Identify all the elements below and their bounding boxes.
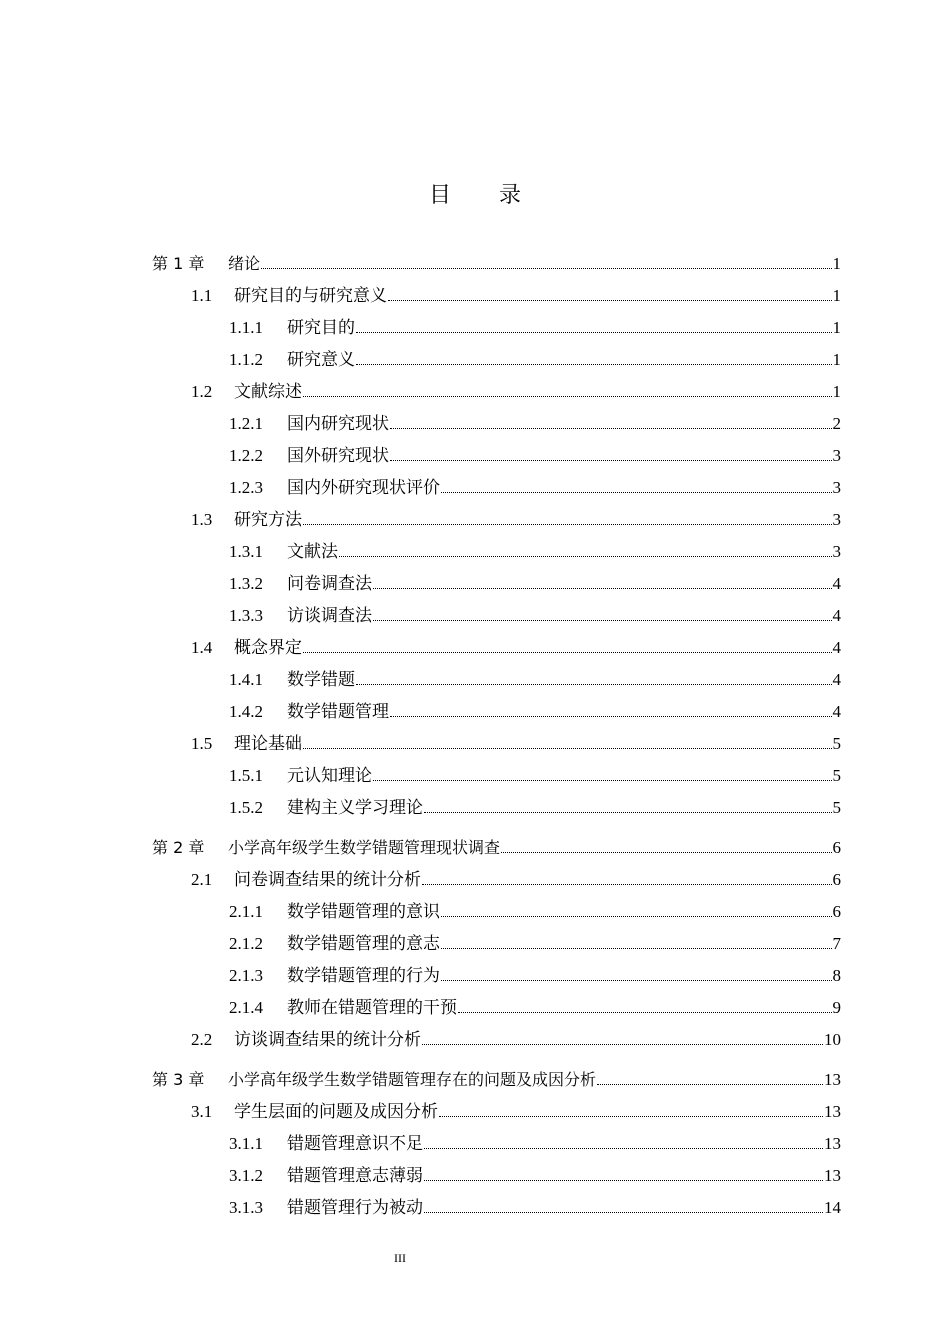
- toc-entry-number: 1.3.2: [229, 574, 263, 593]
- toc-entry-title: 错题管理行为被动: [287, 1198, 423, 1217]
- dot-leader: [303, 395, 832, 397]
- toc-entry[interactable]: [229, 532, 841, 562]
- toc-entry[interactable]: [229, 924, 841, 954]
- dot-leader: [390, 427, 832, 429]
- toc-entry-title: 数学错题管理的行为: [287, 966, 440, 985]
- toc-entry-page: 1: [832, 254, 841, 273]
- toc-entry-number: 2.1: [191, 870, 213, 889]
- toc-entry-page: 13: [824, 1102, 841, 1121]
- toc-entry[interactable]: [229, 788, 841, 818]
- dot-leader: [424, 811, 832, 813]
- toc-entry-number: 2.2: [191, 1030, 213, 1049]
- toc-entry-title: 问卷调查结果的统计分析: [234, 870, 421, 889]
- toc-entry-page: 4: [832, 606, 841, 625]
- toc-entry-page: 6: [832, 870, 841, 889]
- toc-entry[interactable]: [229, 660, 841, 690]
- dot-leader: [441, 947, 832, 949]
- toc-entry[interactable]: [229, 988, 841, 1018]
- toc-entry-number: 1.4.2: [229, 702, 263, 721]
- toc-heading: [0, 178, 950, 209]
- toc-entry-page: 7: [832, 934, 841, 953]
- toc-entry[interactable]: [191, 628, 841, 658]
- toc-entry-number: 1.5.1: [229, 766, 263, 785]
- toc-entry[interactable]: [191, 372, 841, 402]
- toc-entry-number: 1.3: [191, 510, 213, 529]
- toc-entry-page: 1: [832, 286, 841, 305]
- dot-leader: [356, 683, 832, 685]
- dot-leader: [501, 851, 831, 853]
- toc-entry-number: 1.4: [191, 638, 213, 657]
- toc-entry-number: 1.4.1: [229, 670, 263, 689]
- toc-entry-page: 4: [832, 702, 841, 721]
- toc-entry-number: 1.2.2: [229, 446, 263, 465]
- toc-entry-title: 数学错题: [287, 670, 355, 689]
- toc-entry-page: 6: [832, 838, 841, 857]
- toc-entry-title: 问卷调查法: [287, 574, 372, 593]
- toc-entry-page: 2: [832, 414, 841, 433]
- toc-entry-page: 5: [832, 734, 841, 753]
- dot-leader: [441, 915, 832, 917]
- dot-leader: [422, 1043, 823, 1045]
- toc-entry-page: 10: [824, 1030, 841, 1049]
- toc-entry-number: 2.1.1: [229, 902, 263, 921]
- toc-entry[interactable]: [229, 436, 841, 466]
- toc-entry[interactable]: [191, 860, 841, 890]
- toc-entry-title: 元认知理论: [287, 766, 372, 785]
- dot-leader: [424, 1147, 823, 1149]
- toc-entry-page: 13: [824, 1166, 841, 1185]
- toc-entry-number: 1.1.2: [229, 350, 263, 369]
- toc-entry-title: 小学高年级学生数学错题管理现状调查: [228, 838, 501, 857]
- toc-entry-title: 理论基础: [234, 734, 302, 753]
- toc-entry-title: 小学高年级学生数学错题管理存在的问题及成因分析: [228, 1070, 597, 1089]
- toc-entry-number: 1.5: [191, 734, 213, 753]
- dot-leader: [303, 523, 832, 525]
- dot-leader: [303, 651, 832, 653]
- toc-entry-number: 3.1.3: [229, 1198, 263, 1217]
- toc-entry-title: 数学错题管理的意志: [287, 934, 440, 953]
- dot-leader: [458, 1011, 832, 1013]
- toc-entry[interactable]: [152, 244, 841, 274]
- toc-entry-page: 13: [824, 1134, 841, 1153]
- toc-entry-number: 3.1.2: [229, 1166, 263, 1185]
- toc-entry-page: 6: [832, 902, 841, 921]
- toc-entry-page: 14: [824, 1198, 841, 1217]
- toc-entry-title: 数学错题管理的意识: [287, 902, 440, 921]
- toc-entry[interactable]: [229, 596, 841, 626]
- dot-leader: [373, 619, 832, 621]
- toc-entry-number: 1.3.1: [229, 542, 263, 561]
- toc-entry-page: 1: [832, 350, 841, 369]
- toc-entry[interactable]: [191, 1092, 841, 1122]
- toc-entry-title: 国外研究现状: [287, 446, 389, 465]
- dot-leader: [356, 363, 832, 365]
- toc-entry-title: 研究目的与研究意义: [234, 286, 387, 305]
- dot-leader: [390, 715, 832, 717]
- toc-entry-number: 2.1.2: [229, 934, 263, 953]
- toc-entry-title: 概念界定: [234, 638, 302, 657]
- toc-entry[interactable]: [229, 468, 841, 498]
- toc-entry-title: 访谈调查法: [287, 606, 372, 625]
- toc-entry-page: 3: [832, 542, 841, 561]
- dot-leader: [424, 1211, 823, 1213]
- toc-entry-page: 1: [832, 382, 841, 401]
- dot-leader: [388, 299, 832, 301]
- toc-entry[interactable]: [152, 828, 841, 858]
- toc-entry-number: 1.2.1: [229, 414, 263, 433]
- dot-leader: [439, 1115, 823, 1117]
- toc-entry-page: 4: [832, 670, 841, 689]
- toc-entry-title: 教师在错题管理的干预: [287, 998, 457, 1017]
- toc-entry-title: 绪论: [228, 254, 261, 273]
- toc-entry[interactable]: [229, 404, 841, 434]
- toc-entry-page: 4: [832, 574, 841, 593]
- toc-entry-title: 学生层面的问题及成因分析: [234, 1102, 438, 1121]
- toc-entry-number: 3.1: [191, 1102, 213, 1121]
- toc-entry-title: 建构主义学习理论: [287, 798, 423, 817]
- toc-entry[interactable]: [229, 1188, 841, 1218]
- toc-entry-page: 13: [824, 1070, 841, 1089]
- toc-entry-title: 错题管理意识不足: [287, 1134, 423, 1153]
- toc-entry-title: 研究目的: [287, 318, 355, 337]
- toc-entry-page: 5: [832, 766, 841, 785]
- toc-entry-number: 第 3 章: [152, 1070, 205, 1089]
- toc-heading-part1: 目: [428, 183, 451, 208]
- dot-leader: [339, 555, 832, 557]
- toc-entry[interactable]: [229, 340, 841, 370]
- toc-entry-title: 研究意义: [287, 350, 355, 369]
- toc-entry-title: 访谈调查结果的统计分析: [234, 1030, 421, 1049]
- toc-entry-title: 国内外研究现状评价: [287, 478, 440, 497]
- dot-leader: [303, 747, 832, 749]
- toc-entry[interactable]: [152, 1060, 841, 1090]
- toc-entry[interactable]: [191, 724, 841, 754]
- toc-entry[interactable]: [229, 1156, 841, 1186]
- toc-entry-page: 4: [832, 638, 841, 657]
- toc-entry-number: 1.2: [191, 382, 213, 401]
- toc-entry-number: 第 2 章: [152, 838, 205, 857]
- toc-entry[interactable]: [229, 564, 841, 594]
- toc-entry[interactable]: [229, 308, 841, 338]
- dot-leader: [422, 883, 832, 885]
- dot-leader: [390, 459, 832, 461]
- toc-entry-page: 8: [832, 966, 841, 985]
- toc-entry[interactable]: [191, 1020, 841, 1050]
- dot-leader: [424, 1179, 823, 1181]
- dot-leader: [356, 331, 832, 333]
- toc-entry[interactable]: [229, 956, 841, 986]
- page-number-footer: III: [394, 1251, 406, 1265]
- toc-entry-number: 2.1.3: [229, 966, 263, 985]
- toc-entry-page: 3: [832, 478, 841, 497]
- toc-entry-number: 1.1: [191, 286, 213, 305]
- toc-entry[interactable]: [229, 692, 841, 722]
- dot-leader: [597, 1083, 823, 1085]
- toc-entry[interactable]: [229, 1124, 841, 1154]
- toc-entry-number: 1.2.3: [229, 478, 263, 497]
- toc-entry-number: 3.1.1: [229, 1134, 263, 1153]
- dot-leader: [373, 587, 832, 589]
- toc-entry-number: 1.1.1: [229, 318, 263, 337]
- toc-entry-title: 文献法: [287, 542, 338, 561]
- dot-leader: [373, 779, 832, 781]
- toc-entry-title: 文献综述: [234, 382, 302, 401]
- toc-entry-title: 国内研究现状: [287, 414, 389, 433]
- toc-entry-title: 错题管理意志薄弱: [287, 1166, 423, 1185]
- toc-entry[interactable]: [229, 892, 841, 922]
- dot-leader: [261, 267, 831, 269]
- toc-entry-number: 1.5.2: [229, 798, 263, 817]
- toc-entry-page: 3: [832, 510, 841, 529]
- toc-heading-part2: 录: [499, 183, 522, 208]
- toc-entry-page: 9: [832, 998, 841, 1017]
- toc-entry[interactable]: [191, 276, 841, 306]
- toc-entry-number: 2.1.4: [229, 998, 263, 1017]
- toc-entry-title: 研究方法: [234, 510, 302, 529]
- toc-entry-page: 1: [832, 318, 841, 337]
- toc-entry-page: 5: [832, 798, 841, 817]
- toc-entry[interactable]: [229, 756, 841, 786]
- toc-entry-page: 3: [832, 446, 841, 465]
- toc-entry[interactable]: [191, 500, 841, 530]
- toc-entry-title: 数学错题管理: [287, 702, 389, 721]
- toc-entry-number: 第 1 章: [152, 254, 205, 273]
- toc-entry-number: 1.3.3: [229, 606, 263, 625]
- dot-leader: [441, 979, 832, 981]
- dot-leader: [441, 491, 832, 493]
